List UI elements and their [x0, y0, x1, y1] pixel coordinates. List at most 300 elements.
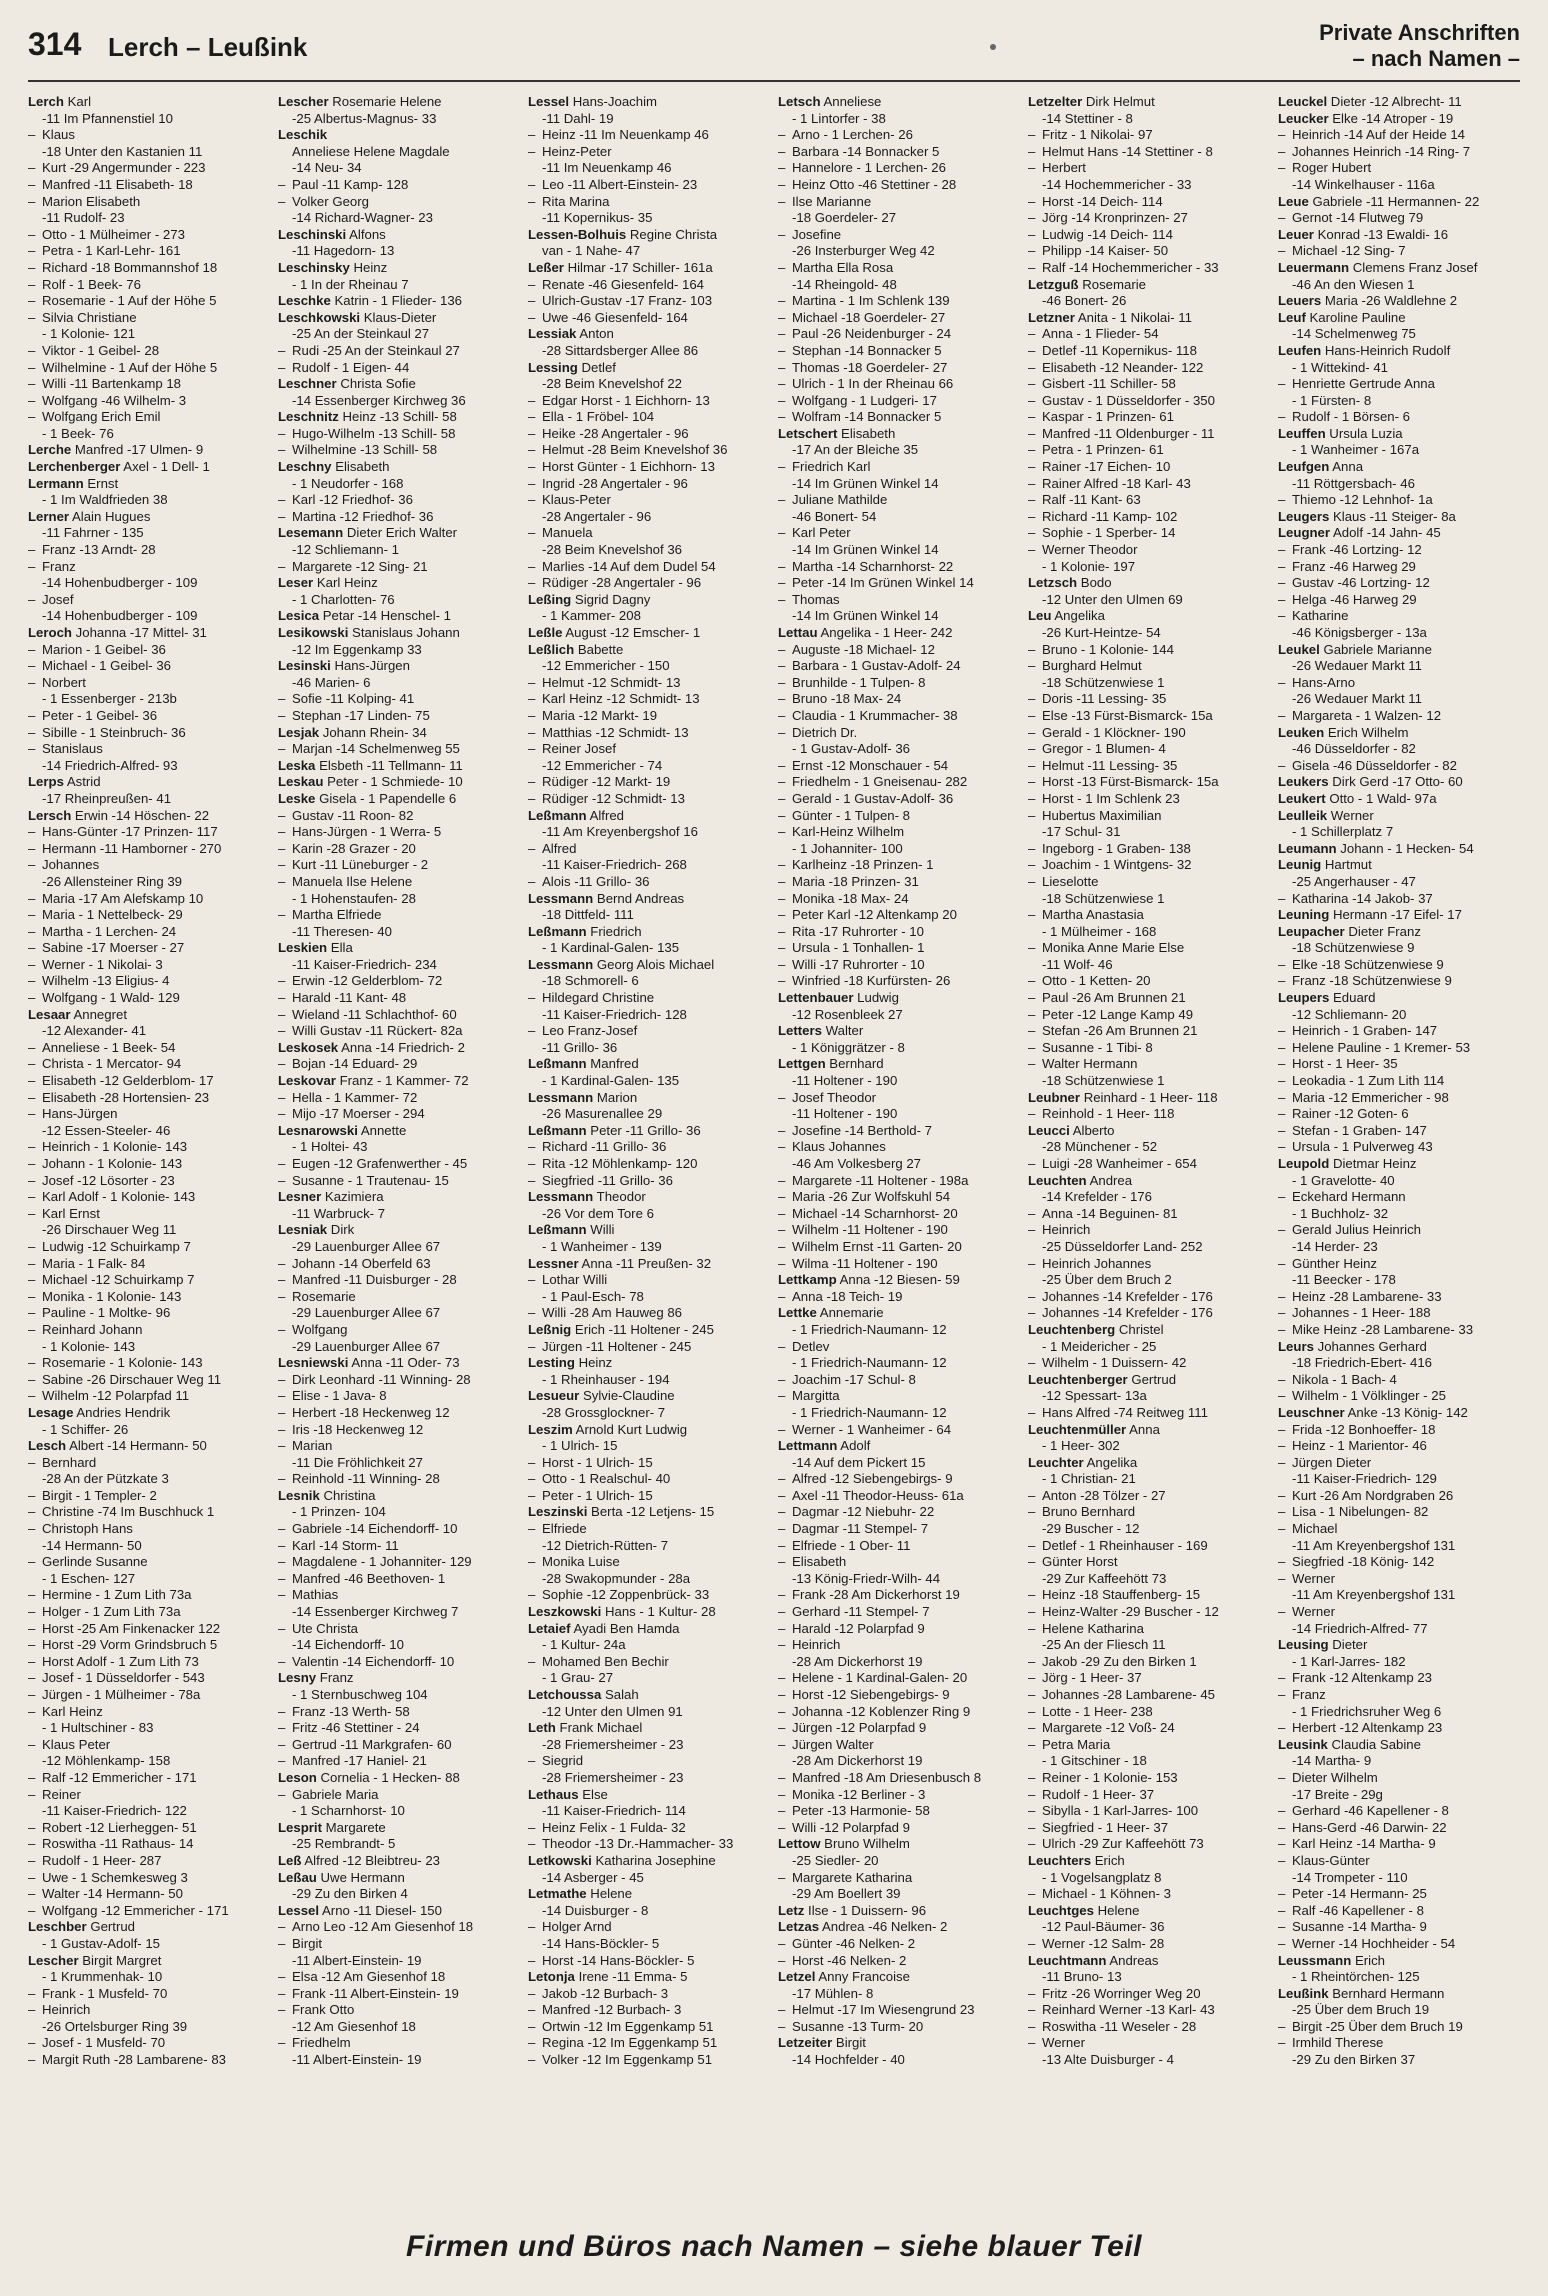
same-surname-dash: – — [1028, 1487, 1036, 1503]
same-surname-dash: – — [1278, 1521, 1286, 1537]
entry-detail: Mijo -17 Moerser - 294 — [292, 1106, 425, 1122]
same-surname-dash: – — [1028, 1554, 1036, 1570]
entry-detail: Anneliese - 1 Beek- 54 — [42, 1039, 176, 1055]
same-surname-dash: – — [278, 1172, 286, 1188]
same-surname-dash: – — [778, 774, 786, 790]
entry-detail: Ingrid -28 Angertaler - 96 — [542, 475, 688, 491]
directory-entry — [278, 1422, 520, 1439]
directory-entry — [1278, 1637, 1520, 1654]
entry-detail: -12 Im Eggenkamp 33 — [292, 641, 422, 657]
same-surname-dash: – — [1028, 1886, 1036, 1902]
directory-entry — [1278, 973, 1520, 990]
directory-entry — [778, 1438, 1020, 1455]
directory-entry — [528, 1438, 770, 1455]
same-surname-dash: – — [1028, 425, 1036, 441]
same-surname-dash: – — [1278, 558, 1286, 574]
directory-entry — [528, 1587, 770, 1604]
same-surname-dash: – — [528, 309, 536, 325]
directory-entry — [278, 459, 520, 476]
entry-detail: Peter -11 Grillo- 36 — [590, 1122, 701, 1138]
entry-detail: Martha Ella Rosa — [792, 259, 894, 275]
directory-entry — [778, 658, 1020, 675]
directory-entry — [1278, 277, 1520, 294]
directory-entry — [778, 1919, 1020, 1936]
directory-entry — [778, 1289, 1020, 1306]
same-surname-dash: – — [1278, 1073, 1286, 1089]
entry-detail: -14 Hochemmericher - 33 — [1042, 176, 1192, 192]
entry-detail: Paul -11 Kamp- 128 — [292, 176, 409, 192]
directory-entry — [528, 525, 770, 542]
same-surname-dash: – — [528, 143, 536, 159]
same-surname-dash: – — [778, 558, 786, 574]
entry-detail: Nikola - 1 Bach- 4 — [1292, 1371, 1397, 1387]
entry-detail: Walter — [825, 1023, 864, 1039]
entry-detail: Sophie - 1 Sperber- 14 — [1042, 525, 1176, 541]
directory-entry — [28, 1272, 270, 1289]
same-surname-dash: – — [778, 641, 786, 657]
directory-entry — [778, 559, 1020, 576]
entry-detail: Wolfgang -46 Wilhelm- 3 — [42, 392, 187, 408]
directory-entry — [1028, 1139, 1270, 1156]
same-surname-dash: – — [778, 658, 786, 674]
entry-detail: Hans Alfred -74 Reitweg 111 — [1042, 1404, 1208, 1420]
same-surname-dash: – — [1278, 1919, 1286, 1935]
same-surname-dash: – — [528, 2018, 536, 2034]
directory-entry — [28, 1538, 270, 1555]
same-surname-dash: – — [1278, 1305, 1286, 1321]
entry-detail: Helene Katharina — [1042, 1620, 1144, 1636]
directory-entry — [778, 1637, 1020, 1654]
directory-entry — [28, 1787, 270, 1804]
entry-detail: Marian — [292, 1438, 333, 1454]
directory-entry — [778, 177, 1020, 194]
entry-detail: Karl Ernst — [42, 1205, 100, 1221]
same-surname-dash: – — [278, 2035, 286, 2051]
entry-detail: Andrea — [1089, 1172, 1133, 1188]
directory-entry — [1028, 1787, 1270, 1804]
directory-entry — [28, 1372, 270, 1389]
entry-detail: Maria -12 Emmericher - 98 — [1292, 1089, 1449, 1105]
directory-entry — [528, 2019, 770, 2036]
entry-detail: Anita - 1 Nikolai- 11 — [1077, 309, 1192, 325]
directory-entry — [778, 1322, 1020, 1339]
surname: Lettmann — [778, 1438, 838, 1454]
directory-entry — [28, 907, 270, 924]
entry-detail: Birgit — [835, 2035, 866, 2051]
same-surname-dash: – — [278, 840, 286, 856]
directory-entry — [1278, 1372, 1520, 1389]
directory-entry — [1028, 1621, 1270, 1638]
entry-detail: Siegrid — [542, 1753, 584, 1769]
surname: Leusink — [1278, 1736, 1328, 1752]
directory-entry — [1028, 1256, 1270, 1273]
same-surname-dash: – — [528, 1554, 536, 1570]
directory-entry — [1278, 509, 1520, 526]
entry-detail: -11 Holtener - 190 — [792, 1106, 898, 1122]
entry-detail: Ludwig -12 Schuirkamp 7 — [42, 1238, 191, 1254]
entry-detail: -14 Richard-Wagner- 23 — [292, 210, 433, 226]
entry-detail: Uwe Hermann — [320, 1869, 405, 1885]
directory-entry — [528, 1670, 770, 1687]
same-surname-dash: – — [778, 907, 786, 923]
entry-detail: -14 Neu- 34 — [292, 160, 362, 176]
surname: Leth — [528, 1720, 556, 1736]
surname: Letmathe — [528, 1886, 587, 1902]
same-surname-dash: – — [1278, 956, 1286, 972]
entry-detail: Sigrid Dagny — [574, 591, 651, 607]
same-surname-dash: – — [778, 807, 786, 823]
entry-detail: Sophie -12 Zoppenbrück- 33 — [542, 1587, 710, 1603]
directory-entry — [778, 1836, 1020, 1853]
directory-entry — [1028, 177, 1270, 194]
directory-entry — [28, 924, 270, 941]
entry-detail: -14 Auf dem Pickert 15 — [792, 1454, 926, 1470]
same-surname-dash: – — [778, 2002, 786, 2018]
same-surname-dash: – — [1278, 1438, 1286, 1454]
directory-entry — [278, 1438, 520, 1455]
directory-entry — [1278, 310, 1520, 327]
directory-entry — [278, 2035, 520, 2052]
surname: Leuckel — [1278, 94, 1328, 109]
directory-entry — [1028, 973, 1270, 990]
entry-detail: Katharina Josephine — [595, 1852, 716, 1868]
directory-entry — [778, 957, 1020, 974]
entry-detail: - 1 Friedrich-Naumann- 12 — [792, 1355, 947, 1371]
entry-detail: -26 Allensteiner Ring 39 — [42, 873, 183, 889]
surname: Leussmann — [1278, 1952, 1352, 1968]
entry-detail: Wilhelm - 1 Duissern- 42 — [1042, 1355, 1187, 1371]
surname: Leuffen — [1278, 425, 1326, 441]
directory-entry — [778, 1853, 1020, 1870]
entry-detail: Winfried -18 Kurfürsten- 26 — [792, 973, 951, 989]
directory-entry — [1028, 1007, 1270, 1024]
entry-detail: -29 Lauenburger Allee 67 — [292, 1338, 441, 1354]
same-surname-dash: – — [278, 857, 286, 873]
same-surname-dash: – — [28, 2052, 36, 2068]
directory-entry — [278, 874, 520, 891]
same-surname-dash: – — [28, 409, 36, 425]
entry-detail: Sabine -17 Moerser - 27 — [42, 940, 185, 956]
entry-detail: -12 Rosenbleek 27 — [792, 1006, 903, 1022]
entry-detail: Barbara -14 Bonnacker 5 — [792, 143, 940, 159]
directory-entry — [1028, 1654, 1270, 1671]
same-surname-dash: – — [778, 392, 786, 408]
directory-entry — [1278, 841, 1520, 858]
directory-entry — [528, 1305, 770, 1322]
entry-detail: Uwe -46 Giesenfeld- 164 — [542, 309, 688, 325]
same-surname-dash: – — [28, 1852, 36, 1868]
same-surname-dash: – — [1028, 193, 1036, 209]
entry-detail: -25 An der Steinkaul 27 — [292, 326, 430, 342]
directory-entry — [278, 260, 520, 277]
same-surname-dash: – — [28, 542, 36, 558]
directory-entry — [778, 476, 1020, 493]
entry-detail: Hartmut — [1324, 857, 1372, 873]
directory-entry — [28, 1106, 270, 1123]
same-surname-dash: – — [1028, 707, 1036, 723]
directory-entry — [28, 1820, 270, 1837]
directory-entry — [528, 1123, 770, 1140]
directory-entry — [1278, 1919, 1520, 1936]
entry-detail: Manfred -46 Beethoven- 1 — [292, 1570, 446, 1586]
same-surname-dash: – — [28, 923, 36, 939]
same-surname-dash: – — [528, 575, 536, 591]
entry-detail: Ayadi Ben Hamda — [573, 1620, 680, 1636]
directory-entry — [28, 1023, 270, 1040]
entry-detail: Gustav -46 Lortzing- 12 — [1292, 575, 1430, 591]
entry-detail: Michael -14 Scharnhorst- 20 — [792, 1205, 958, 1221]
directory-entry — [28, 891, 270, 908]
directory-entry — [1028, 857, 1270, 874]
directory-entry — [528, 343, 770, 360]
entry-detail: Günter -46 Nelken- 2 — [792, 1935, 916, 1951]
directory-entry — [778, 874, 1020, 891]
directory-entry — [1028, 575, 1270, 592]
directory-entry — [1028, 111, 1270, 128]
same-surname-dash: – — [1028, 1620, 1036, 1636]
directory-entry — [28, 725, 270, 742]
entry-detail: Sibille - 1 Steinbruch- 36 — [42, 724, 186, 740]
same-surname-dash: – — [1278, 707, 1286, 723]
entry-detail: Hubertus Maximilian — [1042, 807, 1162, 823]
entry-detail: Elise - 1 Java- 8 — [292, 1388, 387, 1404]
same-surname-dash: – — [278, 1106, 286, 1122]
same-surname-dash: – — [778, 1172, 786, 1188]
directory-entry — [1278, 1040, 1520, 1057]
entry-detail: - 1 Kultur- 24a — [542, 1637, 626, 1653]
entry-detail: -11 Bruno- 13 — [1042, 1969, 1122, 1985]
entry-detail: Klaus-Peter — [542, 492, 611, 508]
directory-entry — [1278, 1687, 1520, 1704]
surname: Leunig — [1278, 857, 1322, 873]
directory-entry — [528, 1471, 770, 1488]
entry-detail: Friedhelm — [292, 2035, 351, 2051]
directory-entry — [1278, 111, 1520, 128]
surname: Lettke — [778, 1305, 817, 1321]
directory-entry — [1278, 1090, 1520, 1107]
entry-detail: Werner -12 Salm- 28 — [1042, 1935, 1165, 1951]
entry-detail: Helga -46 Harweg 29 — [1292, 591, 1417, 607]
entry-detail: Hans-Jürgen — [42, 1106, 118, 1122]
same-surname-dash: – — [778, 1255, 786, 1271]
directory-entry — [278, 559, 520, 576]
same-surname-dash: – — [28, 1687, 36, 1702]
directory-entry — [778, 442, 1020, 459]
entry-detail: Ludwig — [857, 990, 899, 1006]
directory-entry — [1028, 1538, 1270, 1555]
entry-detail: Martha Anastasia — [1042, 907, 1144, 923]
entry-detail: Harald -11 Kant- 48 — [292, 990, 407, 1006]
directory-entry — [1028, 492, 1270, 509]
entry-detail: - 1 Meidericher - 25 — [1042, 1338, 1157, 1354]
entry-detail: Johannes - 1 Heer- 188 — [1292, 1305, 1431, 1321]
entry-detail: Joachim -17 Schul- 8 — [792, 1371, 916, 1387]
same-surname-dash: – — [1028, 1604, 1036, 1620]
directory-entry — [278, 1106, 520, 1123]
entry-detail: Rudolf - 1 Börsen- 6 — [1292, 409, 1411, 425]
entry-detail: -11 Wolf- 46 — [1042, 956, 1113, 972]
directory-entry — [528, 1720, 770, 1737]
directory-entry — [28, 1256, 270, 1273]
same-surname-dash: – — [1278, 1139, 1286, 1155]
directory-entry — [28, 1521, 270, 1538]
directory-entry — [778, 1156, 1020, 1173]
entry-detail: -26 Wedauer Markt 11 — [1292, 691, 1422, 707]
same-surname-dash: – — [28, 1255, 36, 1271]
entry-detail: Frank -46 Lortzing- 12 — [1292, 542, 1422, 558]
directory-entry — [28, 1720, 270, 1737]
directory-entry — [528, 260, 770, 277]
same-surname-dash: – — [278, 1720, 286, 1736]
same-surname-dash: – — [28, 658, 36, 674]
same-surname-dash: – — [1028, 1205, 1036, 1221]
directory-entry — [278, 957, 520, 974]
entry-detail: Annegret — [73, 1006, 127, 1022]
entry-detail: - 1 Kammer- 208 — [542, 608, 641, 624]
directory-entry — [778, 1040, 1020, 1057]
directory-entry — [528, 94, 770, 111]
directory-entry — [528, 1339, 770, 1356]
same-surname-dash: – — [28, 376, 36, 392]
entry-detail: - 1 Prinzen- 104 — [292, 1504, 386, 1520]
surname: Letzeiter — [778, 2035, 833, 2051]
entry-detail: Maria - 1 Nettelbeck- 29 — [42, 907, 183, 923]
same-surname-dash: – — [1028, 326, 1036, 342]
same-surname-dash: – — [528, 1819, 536, 1835]
entry-detail: - 1 Königgrätzer - 8 — [792, 1039, 905, 1055]
same-surname-dash: – — [1278, 1670, 1286, 1686]
directory-entry — [1278, 1056, 1520, 1073]
same-surname-dash: – — [778, 1687, 786, 1702]
entry-detail: Heinz — [353, 259, 388, 275]
directory-entry — [1278, 1621, 1520, 1638]
entry-detail: Margarete Katharina — [792, 1869, 913, 1885]
directory-entry — [528, 625, 770, 642]
directory-entry — [528, 1388, 770, 1405]
directory-entry — [528, 1289, 770, 1306]
directory-entry — [1278, 227, 1520, 244]
entry-detail: Dieter Franz — [1348, 923, 1421, 939]
same-surname-dash: – — [278, 1421, 286, 1437]
directory-entry — [778, 691, 1020, 708]
entry-detail: - 1 Gustav-Adolf- 36 — [792, 741, 911, 757]
directory-entry — [278, 857, 520, 874]
directory-column-1 — [28, 94, 270, 2212]
entry-detail: -26 Kurt-Heintze- 54 — [1042, 625, 1161, 640]
directory-entry — [528, 509, 770, 526]
print-speck — [990, 44, 996, 50]
entry-detail: Karl Heinz -14 Martha- 9 — [1292, 1836, 1436, 1852]
entry-detail: Elisabeth -12 Neander- 122 — [1042, 359, 1204, 375]
same-surname-dash: – — [278, 1620, 286, 1636]
entry-detail: Margit Ruth -28 Lambarene- 83 — [42, 2052, 226, 2068]
directory-entry — [1028, 691, 1270, 708]
entry-detail: Alois -11 Grillo- 36 — [542, 873, 650, 889]
directory-entry — [778, 708, 1020, 725]
same-surname-dash: – — [1028, 1803, 1036, 1819]
entry-detail: Werner - 1 Nikolai- 3 — [42, 956, 163, 972]
same-surname-dash: – — [778, 790, 786, 806]
same-surname-dash: – — [778, 1554, 786, 1570]
directory-entry — [778, 575, 1020, 592]
entry-detail: Johannes -14 Krefelder - 176 — [1042, 1305, 1213, 1321]
directory-entry — [278, 1886, 520, 1903]
same-surname-dash: – — [1028, 1023, 1036, 1039]
directory-entry — [1278, 1305, 1520, 1322]
surname: Leubner — [1028, 1089, 1081, 1105]
surname: Leue — [1278, 193, 1309, 209]
directory-entry — [1028, 1438, 1270, 1455]
directory-entry — [1278, 1488, 1520, 1505]
entry-detail: - 1 Schiffer- 26 — [42, 1421, 129, 1437]
directory-entry — [778, 326, 1020, 343]
surname: Letschert — [778, 425, 838, 441]
entry-detail: Gerlinde Susanne — [42, 1554, 148, 1570]
directory-column-5 — [1028, 94, 1270, 2212]
same-surname-dash: – — [28, 259, 36, 275]
same-surname-dash: – — [278, 1321, 286, 1337]
entry-detail: Gerhard -11 Stempel- 7 — [792, 1604, 930, 1620]
directory-entry — [528, 725, 770, 742]
directory-entry — [1278, 1455, 1520, 1472]
directory-entry — [28, 658, 270, 675]
directory-entry — [528, 293, 770, 310]
entry-detail: Frank -28 Am Dickerhorst 19 — [792, 1587, 960, 1603]
entry-detail: Margareta - 1 Walzen- 12 — [1292, 707, 1442, 723]
directory-entry — [1278, 957, 1520, 974]
directory-entry — [278, 1305, 520, 1322]
entry-detail: Anna — [1129, 1421, 1160, 1437]
entry-detail: Susanne - 1 Tibi- 8 — [1042, 1039, 1153, 1055]
same-surname-dash: – — [1028, 359, 1036, 375]
entry-detail: - 1 Kolonie- 143 — [42, 1338, 136, 1354]
directory-entry — [778, 642, 1020, 659]
directory-entry — [278, 360, 520, 377]
entry-detail: Dieter — [1332, 1637, 1368, 1653]
directory-entry — [1028, 1870, 1270, 1887]
same-surname-dash: – — [28, 1886, 36, 1902]
entry-detail: - 1 Friedrichsruher Weg 6 — [1292, 1703, 1442, 1719]
entry-detail: Michael -12 Schuirkamp 7 — [42, 1272, 195, 1288]
same-surname-dash: – — [778, 591, 786, 607]
directory-entry — [778, 1123, 1020, 1140]
directory-entry — [28, 1571, 270, 1588]
entry-detail: Erich Wilhelm — [1327, 724, 1409, 740]
directory-entry — [1028, 1322, 1270, 1339]
directory-entry — [1278, 1073, 1520, 1090]
directory-entry — [528, 1521, 770, 1538]
same-surname-dash: – — [1028, 1769, 1036, 1785]
entry-detail: -18 Schützenwiese 1 — [1042, 1073, 1165, 1089]
entry-detail: Gustav -11 Roon- 82 — [292, 807, 414, 823]
entry-detail: Auguste -18 Michael- 12 — [792, 641, 935, 657]
directory-entry — [278, 608, 520, 625]
entry-detail: -12 Emmericher - 74 — [542, 757, 663, 773]
same-surname-dash: – — [278, 1985, 286, 2001]
entry-detail: Werner — [1330, 807, 1374, 823]
entry-detail: Gustav - 1 Düsseldorfer - 350 — [1042, 392, 1215, 408]
same-surname-dash: – — [28, 1902, 36, 1918]
entry-detail: Otto - 1 Wald- 97a — [1329, 790, 1437, 806]
entry-detail: Dirk Leonhard -11 Winning- 28 — [292, 1371, 471, 1387]
same-surname-dash: – — [778, 1952, 786, 1968]
same-surname-dash: – — [28, 1454, 36, 1470]
directory-entry — [1278, 1139, 1520, 1156]
entry-detail: Horst Günter - 1 Eichhorn- 13 — [542, 459, 715, 475]
directory-entry — [1028, 1106, 1270, 1123]
entry-detail: Willi -12 Polarpfad 9 — [792, 1819, 911, 1835]
entry-detail: Josef - 1 Musfeld- 70 — [42, 2035, 166, 2051]
